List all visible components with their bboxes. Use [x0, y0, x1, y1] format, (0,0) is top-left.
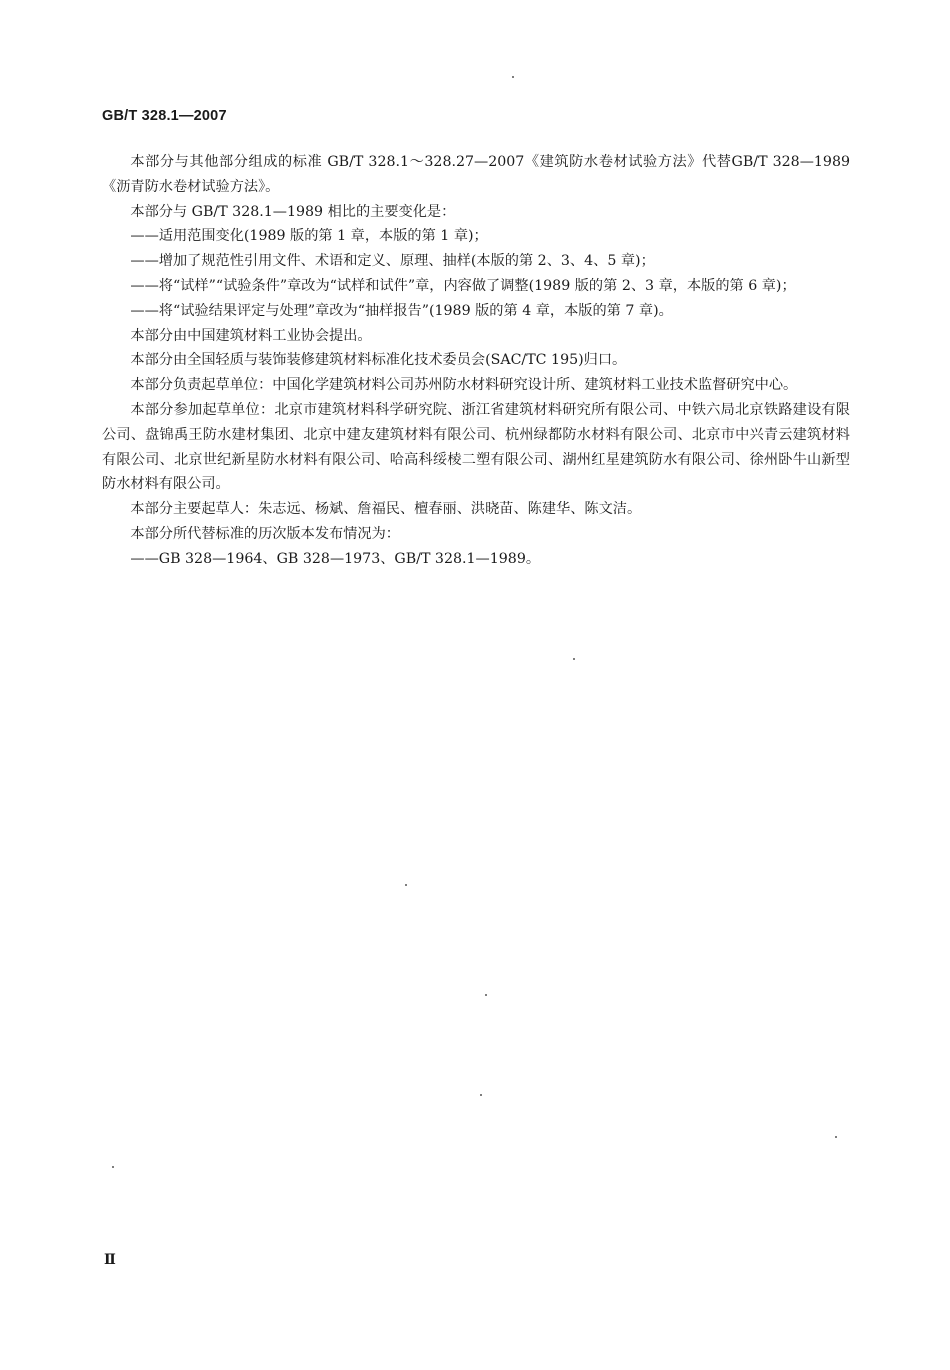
change-item-scope: ——适用范围变化(1989 版的第 1 章，本版的第 1 章)； [130, 228, 488, 245]
page-number: Ⅱ [104, 1252, 116, 1268]
paragraph-proposer: 本部分由中国建筑材料工业协会提出。 [130, 327, 372, 344]
paragraph-replacement: 本部分与其他部分组成的标准 GB/T 328.1～328.27—2007《建筑防水卷材试验方法》代替GB/T 328—1989《沥青防水卷材试验方法》。 [102, 154, 850, 195]
scan-speck [573, 658, 575, 660]
scan-speck [112, 1166, 114, 1168]
scan-speck [405, 884, 407, 886]
scan-speck [835, 1136, 837, 1138]
history-item: ——GB 328—1964、GB 328—1973、GB/T 328.1—1989。 [130, 550, 541, 567]
paragraph-main-drafters: 本部分主要起草人：朱志远、杨斌、詹福民、檀春丽、洪晓苗、陈建华、陈文洁。 [130, 501, 642, 518]
paragraph-lead-drafters: 本部分负责起草单位：中国化学建筑材料公司苏州防水材料研究设计所、建筑材料工业技术监督研究中心。 [130, 377, 798, 394]
paragraph-changes-intro: 本部分与 GB/T 328.1—1989 相比的主要变化是： [130, 203, 456, 220]
paragraph-participating-drafters: 本部分参加起草单位：北京市建筑材料科学研究院、浙江省建筑材料研究所有限公司、中铁六局北京铁路建设有限公司、盘锦禹王防水建材集团、北京中建友建筑材料有限公司、杭州绿都防水材料有限公司、北京市中兴青云建筑材料有限公司、北京世纪新星防水材料有限公司、哈高科绥棱二塑有限公司、湖州红星建筑防水有限公司、徐州卧牛山新型防水材料有限公司。 [102, 401, 850, 493]
foreword-body [102, 150, 850, 572]
change-item-specimen: ——将“试样”“试验条件”章改为“试样和试件”章，内容做了调整(1989 版的第 2、3 章，本版的第 6 章)； [130, 277, 796, 294]
standard-number-header: GB/T 328.1—2007 [102, 108, 227, 124]
scan-speck [480, 1094, 482, 1096]
change-item-report: ——将“试验结果评定与处理”章改为“抽样报告”(1989 版的第 4 章，本版的第 7 章)。 [130, 302, 673, 319]
scan-speck [512, 76, 514, 78]
change-item-added: ——增加了规范性引用文件、术语和定义、原理、抽样(本版的第 2、3、4、5 章)； [130, 253, 655, 270]
scan-speck [485, 994, 487, 996]
paragraph-committee: 本部分由全国轻质与装饰装修建筑材料标准化技术委员会(SAC/TC 195)归口。 [130, 352, 627, 369]
paragraph-history-intro: 本部分所代替标准的历次版本发布情况为： [130, 525, 400, 542]
